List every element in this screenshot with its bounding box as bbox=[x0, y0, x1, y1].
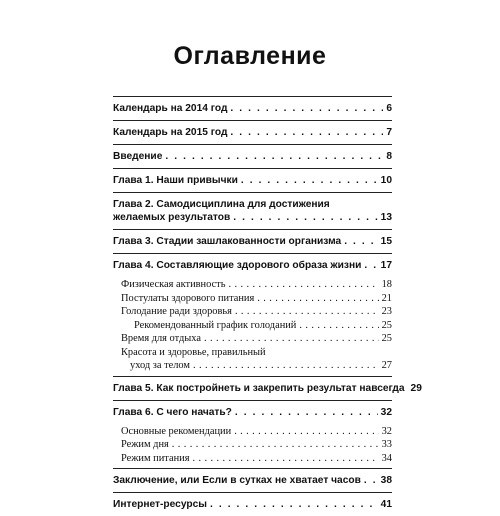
dot-leader bbox=[233, 211, 377, 224]
entry-page: 21 bbox=[381, 292, 392, 304]
entry-title: Интернет-ресурсы bbox=[113, 499, 207, 510]
dot-leader bbox=[234, 425, 378, 439]
toc-entry-calendar-2014[interactable] bbox=[113, 97, 392, 120]
dot-leader bbox=[192, 452, 378, 466]
entry-title-line-1: Глава 2. Самодисциплина для достижения bbox=[113, 199, 330, 210]
toc-subentry[interactable] bbox=[113, 292, 392, 306]
dot-leader bbox=[230, 126, 383, 139]
toc-entry-chapter-1[interactable] bbox=[113, 169, 392, 192]
toc-subentry[interactable] bbox=[113, 438, 392, 452]
entry-title: Введение bbox=[113, 151, 163, 162]
dot-leader bbox=[172, 438, 379, 452]
entry-title: Постулаты здорового питания bbox=[121, 292, 255, 304]
entry-page: 6 bbox=[386, 103, 392, 114]
toc-subentry-multiline[interactable] bbox=[113, 346, 392, 373]
entry-page: 10 bbox=[380, 175, 392, 186]
entry-page: 25 bbox=[381, 333, 392, 344]
entry-title: Режим дня bbox=[121, 439, 169, 450]
dot-leader bbox=[204, 332, 379, 346]
entry-title: Режим питания bbox=[121, 452, 190, 464]
entry-title: Глава 4. Составляющие здорового образа жизни bbox=[113, 260, 362, 271]
entry-page: 17 bbox=[380, 260, 392, 271]
toc-subsubentry[interactable] bbox=[113, 319, 392, 333]
entry-page: 32 bbox=[380, 406, 392, 418]
entry-page: 34 bbox=[381, 452, 392, 464]
toc-entry-chapter-6[interactable] bbox=[113, 401, 392, 423]
entry-title: Время для отдыха bbox=[121, 333, 201, 344]
entry-page: 23 bbox=[381, 306, 392, 317]
toc-entry-chapter-2[interactable] bbox=[113, 193, 392, 229]
dot-leader bbox=[299, 319, 378, 333]
entry-page: 27 bbox=[381, 360, 392, 371]
dot-leader bbox=[257, 292, 378, 306]
entry-title: Календарь на 2015 год bbox=[113, 127, 228, 138]
entry-title: Календарь на 2014 год bbox=[113, 103, 228, 114]
entry-title: Рекомендованный график голоданий bbox=[134, 319, 297, 331]
dot-leader bbox=[364, 259, 377, 272]
entry-page: 29 bbox=[410, 382, 422, 394]
entry-page: 15 bbox=[380, 236, 392, 247]
dot-leader bbox=[364, 474, 378, 487]
dot-leader bbox=[235, 406, 378, 419]
entry-page: 8 bbox=[386, 151, 392, 162]
entry-page: 13 bbox=[380, 212, 392, 223]
dot-leader bbox=[344, 235, 377, 248]
toc-entry-conclusion[interactable] bbox=[113, 469, 392, 492]
entry-title: Глава 3. Стадии зашлакованности организма bbox=[113, 236, 342, 247]
dot-leader bbox=[193, 359, 379, 373]
entry-title: Глава 5. Как постройнеть и закрепить результат навсегда bbox=[113, 382, 405, 394]
dot-leader bbox=[241, 174, 378, 187]
entry-page: 25 bbox=[381, 319, 392, 331]
dot-leader bbox=[165, 150, 383, 163]
entry-title: Голодание ради здоровья bbox=[121, 306, 232, 317]
entry-title-line-1: Красота и здоровье, правильный bbox=[121, 346, 266, 358]
toc-entry-chapter-4[interactable] bbox=[113, 254, 392, 276]
entry-title: Глава 1. Наши привычки bbox=[113, 175, 238, 186]
entry-page: 41 bbox=[380, 499, 392, 510]
dot-leader bbox=[228, 278, 378, 292]
entry-title: Физическая активность bbox=[121, 279, 226, 290]
toc-subentry[interactable] bbox=[113, 452, 392, 466]
entry-title-line-2: уход за телом bbox=[130, 360, 190, 371]
entry-page: 32 bbox=[381, 425, 392, 437]
entry-title: Заключение, или Если в сутках не хватает часов bbox=[113, 475, 361, 486]
page-title: Оглавление bbox=[173, 42, 327, 70]
dot-leader bbox=[235, 305, 379, 319]
toc-entry-chapter-3[interactable] bbox=[113, 230, 392, 253]
entry-title: Глава 6. С чего начать? bbox=[113, 406, 232, 418]
dot-leader bbox=[230, 102, 383, 115]
entry-page: 33 bbox=[381, 439, 392, 450]
toc-entry-calendar-2015[interactable] bbox=[113, 121, 392, 144]
chapter-6-subentries bbox=[113, 423, 392, 469]
toc-subentry[interactable] bbox=[113, 425, 392, 439]
toc-subentry[interactable] bbox=[113, 305, 392, 319]
chapter-4-subentries bbox=[113, 276, 392, 376]
entry-page: 7 bbox=[386, 127, 392, 138]
toc-entry-chapter-5[interactable] bbox=[113, 377, 422, 400]
toc-entry-internet-resources[interactable] bbox=[113, 493, 392, 516]
entry-page: 18 bbox=[381, 279, 392, 290]
toc-subentry[interactable] bbox=[113, 278, 392, 292]
toc-entry-introduction[interactable] bbox=[113, 145, 392, 168]
entry-page: 38 bbox=[380, 475, 392, 486]
entry-title: Основные рекомендации bbox=[121, 425, 232, 437]
entry-title-line-2: желаемых результатов bbox=[113, 212, 231, 223]
table-of-contents bbox=[113, 96, 422, 516]
toc-subentry[interactable] bbox=[113, 332, 392, 346]
